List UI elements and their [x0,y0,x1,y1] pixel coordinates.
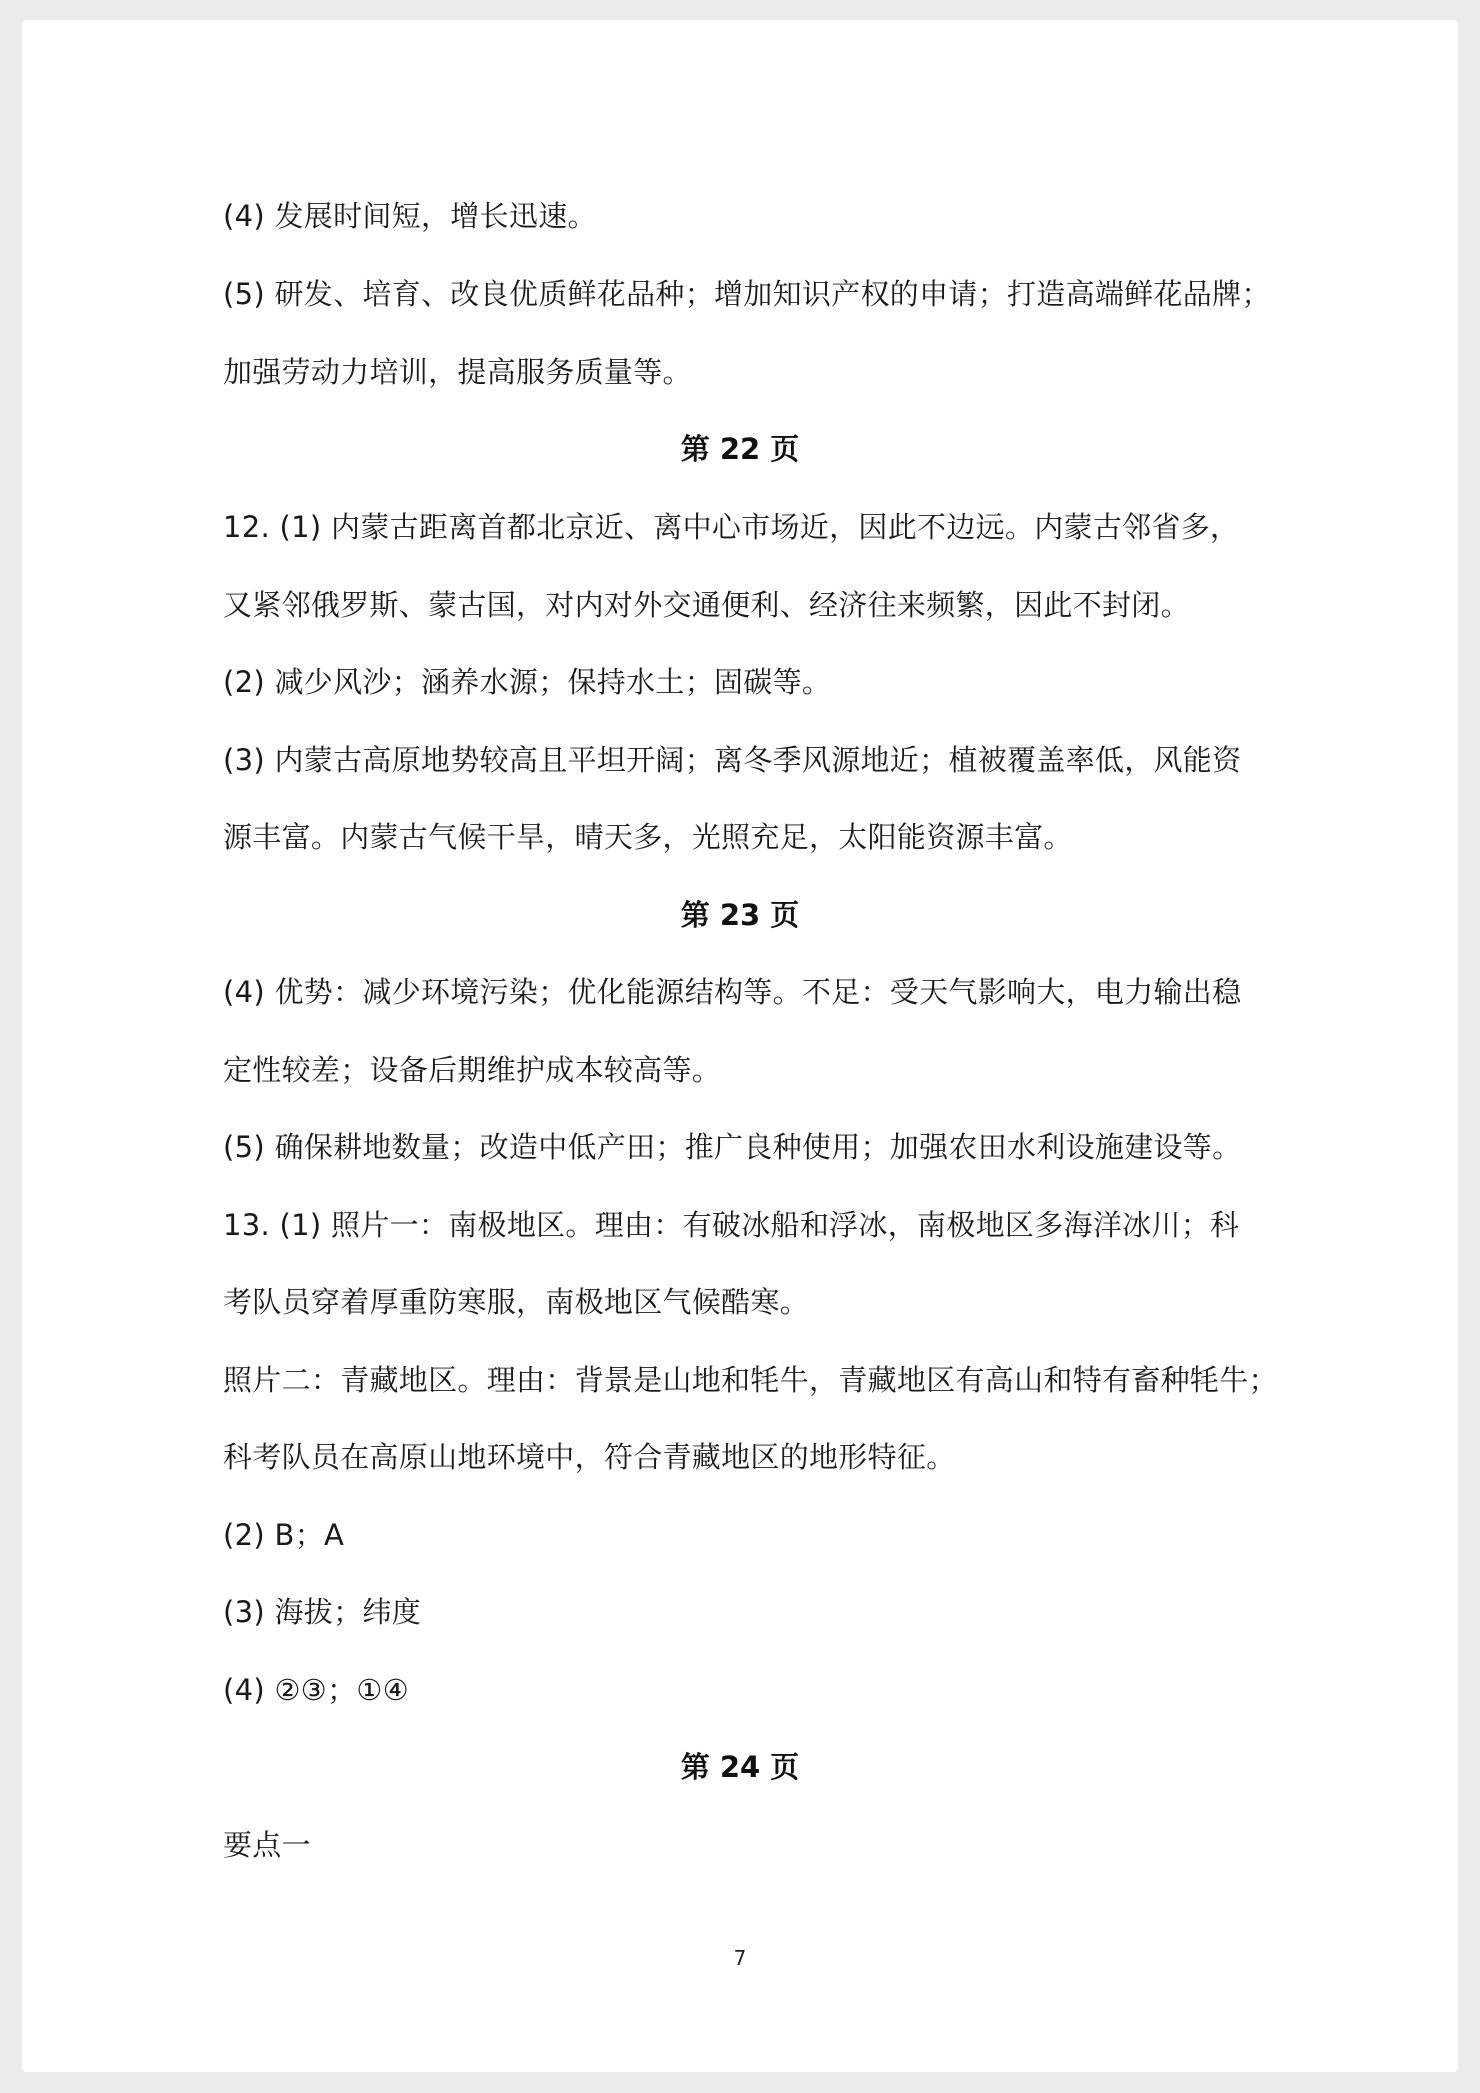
answer-line: (3) 海拔；纬度 [223,1595,421,1629]
answer-line: (5) 研发、培育、改良优质鲜花品种；增加知识产权的申请；打造高端鲜花品牌； [223,277,1271,311]
answer-line: (2) 减少风沙；涵养水源；保持水土；固碳等。 [223,665,832,699]
answer-line: 13. (1) 照片一：南极地区。理由：有破冰船和浮冰，南极地区多海洋冰川；科 [223,1208,1240,1242]
answer-line: 照片二：青藏地区。理由：背景是山地和牦牛，青藏地区有高山和特有畜种牦牛； [223,1363,1278,1397]
answer-line: 定性较差；设备后期维护成本较高等。 [223,1053,722,1087]
page-number: 7 [733,1946,747,1970]
answer-line: 要点一 [223,1828,311,1862]
section-heading-page-23: 第 23 页 [680,898,800,932]
section-heading-page-22: 第 22 页 [680,432,800,466]
answer-line: (4) 发展时间短，增长迅速。 [223,199,597,233]
answer-line: 12. (1) 内蒙古距离首都北京近、离中心市场近，因此不边远。内蒙古邻省多， [223,510,1240,544]
answer-line: 加强劳动力培训，提高服务质量等。 [223,355,692,389]
answer-line: (5) 确保耕地数量；改造中低产田；推广良种使用；加强农田水利设施建设等。 [223,1130,1242,1164]
answer-line: (2) B；A [223,1518,345,1552]
answer-line: 源丰富。内蒙古气候干旱，晴天多，光照充足，太阳能资源丰富。 [223,820,1073,854]
answer-line: (3) 内蒙古高原地势较高且平坦开阔；离冬季风源地近；植被覆盖率低，风能资 [223,743,1242,777]
answer-line: (4) 优势：减少环境污染；优化能源结构等。不足：受天气影响大，电力输出稳 [223,975,1242,1009]
answer-line: 考队员穿着厚重防寒服，南极地区气候酷寒。 [223,1285,810,1319]
answer-line: 科考队员在高原山地环境中，符合青藏地区的地形特征。 [223,1440,956,1474]
section-heading-page-24: 第 24 页 [680,1750,800,1784]
answer-line: (4) ②③；①④ [223,1673,409,1707]
answer-line: 又紧邻俄罗斯、蒙古国，对内对外交通便利、经济往来频繁，因此不封闭。 [223,588,1190,622]
